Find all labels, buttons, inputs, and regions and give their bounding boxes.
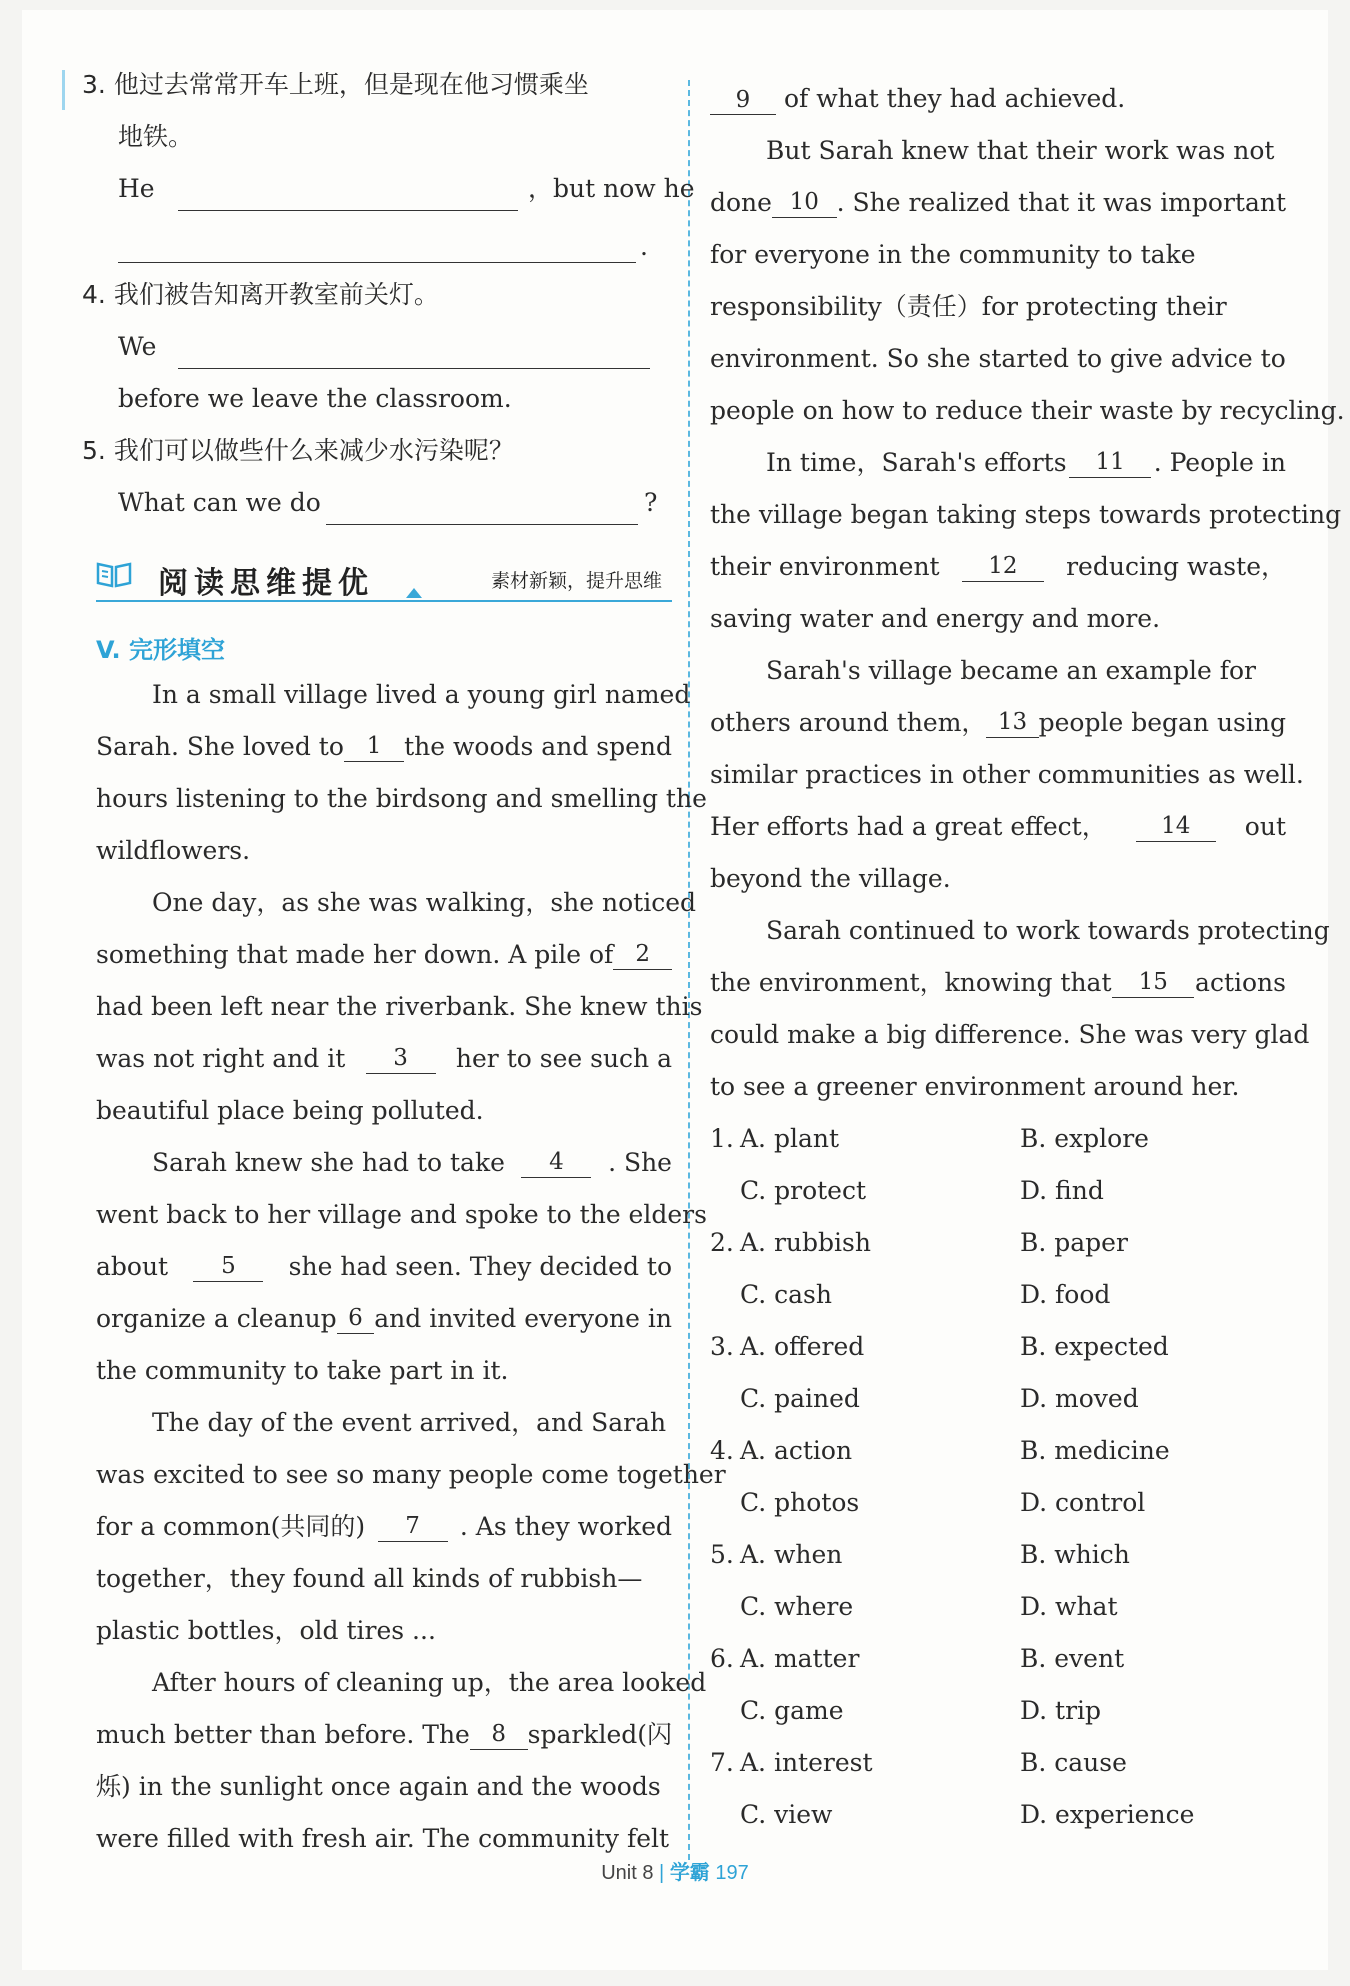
question-number: 3. xyxy=(710,1332,734,1361)
passage-line: responsibility（责任）for protecting their xyxy=(710,292,1227,321)
option-a[interactable]: A. plant xyxy=(740,1124,839,1153)
blank-12[interactable]: 12 xyxy=(962,552,1044,582)
passage-line: plastic bottles，old tires ... xyxy=(96,1616,436,1645)
q3-number: 3. xyxy=(82,70,106,99)
page-footer: Unit 8 | 学霸 197 xyxy=(601,1862,749,1884)
passage-line: Sarah's village became an example for xyxy=(766,656,1257,685)
q3-chinese-line2: 地铁。 xyxy=(118,122,194,151)
passage-line: After hours of cleaning up，the area looked xyxy=(152,1668,707,1697)
passage-line: The day of the event arrived，and Sarah xyxy=(152,1408,667,1437)
question-number: 6. xyxy=(710,1644,734,1673)
option-c[interactable]: C. cash xyxy=(740,1280,832,1309)
option-b[interactable]: B. event xyxy=(1020,1644,1125,1673)
blank-13[interactable]: 13 xyxy=(986,708,1038,738)
option-c[interactable]: C. where xyxy=(740,1592,854,1621)
q3-chinese-text: 他过去常常开车上班，但是现在他习惯乘坐 xyxy=(113,70,589,99)
option-b[interactable]: B. explore xyxy=(1020,1124,1149,1153)
passage-line: had been left near the riverbank. She knew this xyxy=(96,992,703,1021)
passage-line: people on how to reduce their waste by recycling. xyxy=(710,396,1345,425)
option-d[interactable]: D. what xyxy=(1020,1592,1118,1621)
blank-10[interactable]: 10 xyxy=(772,188,837,218)
option-a[interactable]: A. when xyxy=(740,1540,843,1569)
q4-answer-line[interactable] xyxy=(178,368,650,369)
passage-line: about 5 she had seen. They decided to xyxy=(96,1252,672,1281)
option-d[interactable]: D. experience xyxy=(1020,1800,1195,1829)
question-number: 5. xyxy=(710,1540,734,1569)
section-title: 阅读思维提优 xyxy=(158,566,374,601)
passage-line: In time，Sarah's efforts 11 . People in xyxy=(766,448,1286,477)
passage-line: saving water and energy and more. xyxy=(710,604,1161,633)
option-b[interactable]: B. expected xyxy=(1020,1332,1169,1361)
blank-5[interactable]: 5 xyxy=(193,1252,263,1282)
option-c[interactable]: C. pained xyxy=(740,1384,860,1413)
passage-line: In a small village lived a young girl named xyxy=(152,680,691,709)
option-c[interactable]: C. photos xyxy=(740,1488,860,1517)
blank-8[interactable]: 8 xyxy=(470,1720,528,1750)
q3-english-start: He xyxy=(118,174,155,203)
part-heading: V. 完形填空 xyxy=(96,636,225,664)
question-number: 4. xyxy=(710,1436,734,1465)
option-c[interactable]: C. protect xyxy=(740,1176,867,1205)
q4-english-start: We xyxy=(118,332,157,361)
page-number: 197 xyxy=(715,1862,749,1884)
blank-7[interactable]: 7 xyxy=(378,1512,448,1542)
passage-line: was not right and it 3 her to see such a xyxy=(96,1044,672,1073)
option-a[interactable]: A. action xyxy=(740,1436,853,1465)
passage-line: could make a big difference. She was very glad xyxy=(710,1020,1310,1049)
option-a[interactable]: A. interest xyxy=(740,1748,873,1777)
blank-15[interactable]: 15 xyxy=(1112,968,1194,998)
passage-line: the village began taking steps towards protecting xyxy=(710,500,1342,529)
question-number: 7. xyxy=(710,1748,734,1777)
option-a[interactable]: A. offered xyxy=(740,1332,865,1361)
passage-line: their environment 12 reducing waste， xyxy=(710,552,1286,581)
q4-chinese-text: 我们被告知离开教室前关灯。 xyxy=(113,280,439,309)
q3-answer-line2[interactable] xyxy=(118,262,636,263)
passage-line: similar practices in other communities as well. xyxy=(710,760,1304,789)
passage-line: to see a greener environment around her. xyxy=(710,1072,1240,1101)
blank-3[interactable]: 3 xyxy=(366,1044,436,1074)
q3-chinese-line1 xyxy=(82,70,589,100)
blank-4[interactable]: 4 xyxy=(521,1148,591,1178)
option-b[interactable]: B. which xyxy=(1020,1540,1130,1569)
question-number: 1. xyxy=(710,1124,734,1153)
question-number: 2. xyxy=(710,1228,734,1257)
option-d[interactable]: D. food xyxy=(1020,1280,1111,1309)
passage-line: environment. So she started to give advice to xyxy=(710,344,1286,373)
option-d[interactable]: D. trip xyxy=(1020,1696,1102,1725)
passage-line: together，they found all kinds of rubbish— xyxy=(96,1564,643,1593)
blank-2[interactable]: 2 xyxy=(613,940,672,970)
passage-line: beyond the village. xyxy=(710,864,951,893)
option-b[interactable]: B. cause xyxy=(1020,1748,1127,1777)
option-d[interactable]: D. moved xyxy=(1020,1384,1139,1413)
passage-line: something that made her down. A pile of 2 xyxy=(96,940,672,970)
passage-line: 9 of what they had achieved. xyxy=(710,84,1125,115)
section-subtitle: 素材新颖，提升思维 xyxy=(490,570,662,592)
passage-line: done 10 . She realized that it was important xyxy=(710,188,1286,217)
open-book-icon xyxy=(96,560,132,588)
option-d[interactable]: D. control xyxy=(1020,1488,1146,1517)
q5-chinese xyxy=(82,436,514,466)
passage-line: Her efforts had a great effect， 14 out xyxy=(710,812,1286,841)
blank-6[interactable]: 6 xyxy=(337,1304,375,1334)
passage-line: for a common(共同的) 7 . As they worked xyxy=(96,1512,672,1541)
passage-line: Sarah. She loved to 1 the woods and spend xyxy=(96,732,672,761)
passage-line: for everyone in the community to take xyxy=(710,240,1196,269)
q4-chinese xyxy=(82,280,439,310)
passage-line: hours listening to the birdsong and smelling the xyxy=(96,784,707,813)
blank-9[interactable]: 9 xyxy=(710,86,776,115)
passage-line: the community to take part in it. xyxy=(96,1356,509,1385)
blank-11[interactable]: 11 xyxy=(1069,448,1151,478)
passage-line: 烁) in the sunlight once again and the woods xyxy=(96,1772,661,1801)
option-c[interactable]: C. game xyxy=(740,1696,844,1725)
unit-label: Unit 8 xyxy=(601,1862,654,1884)
q4-number: 4. xyxy=(82,280,106,309)
passage-line: beautiful place being polluted. xyxy=(96,1096,484,1125)
q3-english-mid: ，but now he xyxy=(528,174,695,203)
passage-line: were filled with fresh air. The community felt xyxy=(96,1824,670,1853)
passage-line: others around them， 13 people began using xyxy=(710,708,1286,737)
section-pointer xyxy=(406,588,422,598)
brand-label: 学霸 xyxy=(669,1862,710,1884)
worksheet-page xyxy=(22,10,1345,1970)
passage-line: went back to her village and spoke to the elders xyxy=(96,1200,707,1229)
q3-answer-line1[interactable] xyxy=(178,210,518,211)
q5-english-start: What can we do xyxy=(118,488,321,517)
q5-end-punct: ? xyxy=(644,488,658,517)
passage-line: Sarah knew she had to take 4 . She xyxy=(152,1148,672,1177)
passage-line: organize a cleanup 6 and invited everyone in xyxy=(96,1304,672,1333)
passage-line: Sarah continued to work towards protecting xyxy=(766,916,1330,945)
q3-end-punct: . xyxy=(640,232,648,261)
option-b[interactable]: B. medicine xyxy=(1020,1436,1170,1465)
passage-line: One day，as she was walking，she noticed xyxy=(152,888,697,917)
passage-line: much better than before. The 8 sparkled(闪 xyxy=(96,1720,672,1749)
q5-number: 5. xyxy=(82,436,106,465)
q5-chinese-text: 我们可以做些什么来减少水污染呢？ xyxy=(113,436,514,465)
option-b[interactable]: B. paper xyxy=(1020,1228,1128,1257)
passage-line: was excited to see so many people come together xyxy=(96,1460,726,1489)
passage-line: But Sarah knew that their work was not xyxy=(766,136,1275,165)
section-header xyxy=(96,554,672,602)
passage-line: the environment，knowing that 15 actions xyxy=(710,968,1286,997)
blank-14[interactable]: 14 xyxy=(1136,812,1216,842)
passage-line: wildflowers. xyxy=(96,836,251,865)
option-a[interactable]: A. rubbish xyxy=(740,1228,871,1257)
column-divider xyxy=(688,80,690,1860)
option-d[interactable]: D. find xyxy=(1020,1176,1104,1205)
q4-english-end: before we leave the classroom. xyxy=(118,384,512,413)
option-c[interactable]: C. view xyxy=(740,1800,833,1829)
q5-answer-line[interactable] xyxy=(326,524,638,525)
option-a[interactable]: A. matter xyxy=(740,1644,860,1673)
blank-1[interactable]: 1 xyxy=(344,732,404,762)
